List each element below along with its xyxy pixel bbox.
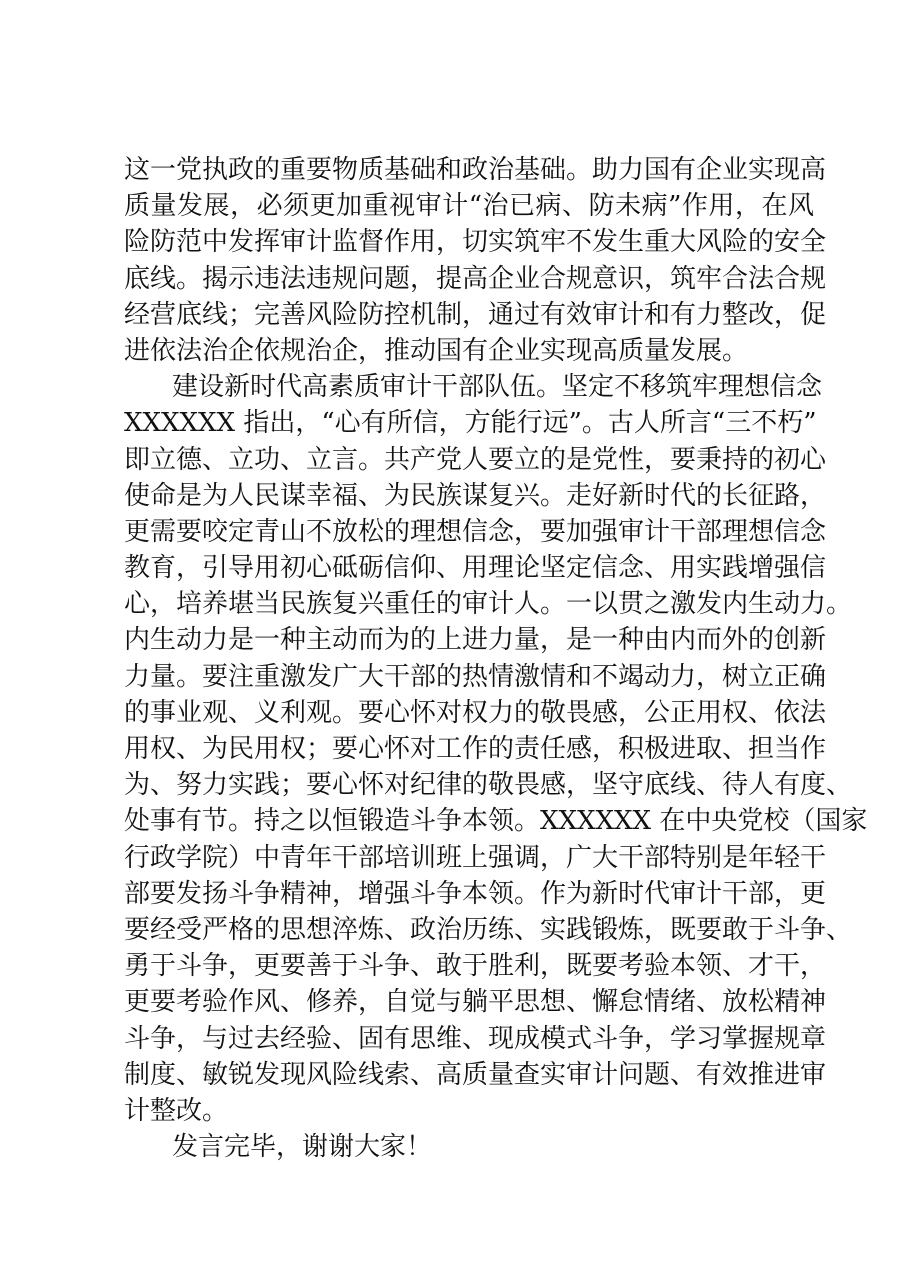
text-line: 的事业观、义利观。要心怀对权力的敬畏感，公正用权、依法 (124, 697, 827, 728)
text-line: 为、努力实践；要心怀对纪律的敬畏感，坚守底线、待人有度、 (124, 770, 853, 801)
text-line: 质量发展，必须更加重视审计“治已病、防未病”作用，在风 (124, 191, 814, 222)
text-line: 要经受严格的思想淬炼、政治历练、实践锻炼，既要敢于斗争、 (124, 914, 853, 945)
text-line: 斗争，与过去经验、固有思维、现成模式斗争，学习掌握规章 (124, 1023, 827, 1054)
text-line: 部要发扬斗争精神，增强斗争本领。作为新时代审计干部，更 (124, 878, 827, 909)
body-text (124, 152, 868, 1165)
text-line: 即立德、立功、立言。共产党人要立的是党性，要秉持的初心 (124, 444, 827, 475)
text-line: 心，培养堪当民族复兴重任的审计人。一以贯之激发内生动力。 (124, 589, 853, 620)
text-line: 制度、敏锐发现风险线索、高质量查实审计问题、有效推进审 (124, 1059, 827, 1090)
text-line: 底线。揭示违法违规问题，提高企业合规意识，筑牢合法合规 (124, 263, 827, 294)
text-line: 行政学院）中青年干部培训班上强调，广大干部特别是年轻干 (124, 842, 827, 873)
text-line: 经营底线；完善风险防控机制，通过有效审计和有力整改，促 (124, 299, 827, 330)
text-line: 使命是为人民谋幸福、为民族谋复兴。走好新时代的长征路， (124, 480, 827, 511)
text-line: 处事有节。持之以恒锻造斗争本领。XXXXXX 在中央党校（国家 (124, 806, 868, 837)
text-line: 用权、为民用权；要心怀对工作的责任感，积极进取、担当作 (124, 734, 827, 764)
text-line: 进依法治企依规治企，推动国有企业实现高质量发展。 (124, 335, 749, 366)
text-line: 勇于斗争，更要善于斗争、敢于胜利，既要考验本领、才干， (124, 951, 827, 982)
text-line: 险防范中发挥审计监督作用，切实筑牢不发生重大风险的安全 (124, 227, 827, 258)
text-line: 发言完毕，谢谢大家！ (172, 1132, 433, 1163)
text-line: 这一党执政的重要物质基础和政治基础。助力国有企业实现高 (124, 155, 827, 185)
text-line: 教育，引导用初心砥砺信仰、用理论坚定信念、用实践增强信 (124, 553, 827, 584)
text-line: 更需要咬定青山不放松的理想信念，要加强审计干部理想信念 (124, 516, 827, 547)
text-line: 力量。要注重激发广大干部的热情激情和不竭动力，树立正确 (124, 661, 827, 692)
text-line: XXXXXX 指出，“心有所信，方能行远”。古人所言“三不朽” (124, 408, 817, 439)
text-line: 更要考验作风、修养，自觉与躺平思想、懈怠情绪、放松精神 (124, 987, 827, 1018)
text-line: 内生动力是一种主动而为的上进力量，是一种由内而外的创新 (124, 625, 827, 656)
text-line: 计整改。 (124, 1095, 229, 1126)
text-line: 建设新时代高素质审计干部队伍。坚定不移筑牢理想信念 (172, 372, 823, 403)
